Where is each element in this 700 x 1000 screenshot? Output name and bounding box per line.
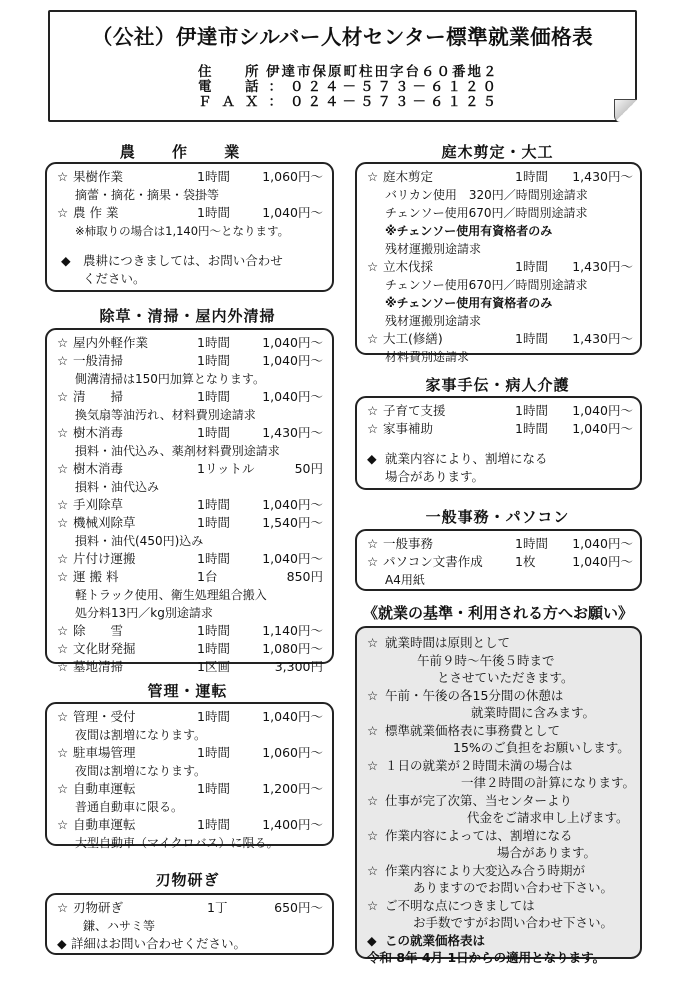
diamond-icon: ◆ [367, 451, 377, 466]
diamond-icon: ◆ [367, 932, 377, 948]
address-label: 住 所： [198, 64, 292, 80]
star-icon: ☆ [367, 722, 379, 738]
page-curl-decoration [614, 99, 637, 122]
teiboku-box [355, 162, 642, 364]
star-icon: ☆ [57, 335, 69, 350]
hamono-heading: 刃物研ぎ [155, 871, 220, 889]
star-icon: ☆ [57, 641, 69, 656]
teiboku-sub: チェンソー使用670円／時間別途請求 [385, 206, 588, 220]
star-icon: ☆ [57, 169, 69, 184]
kanri-heading: 管理・運転 [147, 682, 228, 700]
kanri-sub: 夜間は割増になります。 [75, 764, 207, 778]
star-icon: ☆ [57, 659, 69, 674]
weed-sub: 損料・油代込み [75, 480, 160, 494]
weed-sub: 側溝清掃は150円加算となります。 [75, 372, 265, 386]
weed-sub: 損料・油代(450円)込み [75, 534, 204, 548]
agri-sub: 摘蕾・摘花・摘果・袋掛等 [75, 188, 220, 202]
star-icon: ☆ [57, 389, 69, 404]
weed-item: ☆ 一般清掃 1時間 1,040円～ [57, 353, 323, 368]
star-icon: ☆ [367, 403, 379, 418]
agri-item: ☆ 農 作 業 1時間 1,040円～ [57, 205, 323, 220]
hamono-box [45, 893, 334, 955]
weed-item: ☆ 墓地清掃 1区画 3,300円 [57, 659, 323, 674]
kanri-sub: 大型自動車（マイクロバス）に限る。 [75, 836, 279, 850]
header-box [48, 10, 637, 122]
jimu-item: ☆ パソコン文書作成 1枚 1,040円～ [367, 554, 633, 569]
rule-cont: 一律２時間の計算になります。 [461, 775, 636, 790]
hamono-item: ☆ 刃物研ぎ 1丁 650円～ [57, 900, 323, 915]
teiboku-heading: 庭木剪定・大工 [441, 143, 554, 161]
jimu-item: ☆ 一般事務 1時間 1,040円～ [367, 536, 633, 551]
star-icon: ☆ [57, 709, 69, 724]
teiboku-sub: ※チェンソー使用有資格者のみ [385, 224, 553, 238]
rule-item: ☆ 就業時間は原則として [367, 635, 511, 650]
kanri-item: ☆ 駐車場管理 1時間 1,060円～ [57, 745, 323, 760]
weed-item: ☆ 樹木消毒 1リットル 50円 [57, 461, 323, 476]
kanri-box [45, 702, 334, 850]
diamond-icon: ◆ [61, 253, 71, 268]
kanri-item: ☆ 管理・受付 1時間 1,040円～ [57, 709, 323, 724]
weed-sub: 軽トラック使用、衛生処理組合搬入 [75, 588, 267, 602]
final-note: ◆ この就業価格表は [367, 932, 486, 948]
teiboku-sub: 材料費別途請求 [385, 350, 470, 364]
rule-item: ☆ 作業内容によっては、割増になる [367, 827, 573, 843]
star-icon: ☆ [57, 900, 69, 915]
teiboku-sub: 残材運搬別途請求 [385, 242, 482, 256]
jimu-box [355, 529, 642, 591]
kanri-item: ☆ 自動車運転 1時間 1,400円～ [57, 817, 323, 832]
agri-box [45, 162, 334, 292]
kanri-sub: 夜間は割増になります。 [75, 728, 207, 742]
star-icon: ☆ [57, 425, 69, 440]
final-note-cont: 令和 8年 4月 1日からの適用となります。 [367, 950, 606, 965]
star-icon: ☆ [57, 551, 69, 566]
kaji-note-cont: 場合があります。 [385, 469, 485, 484]
star-icon: ☆ [57, 781, 69, 796]
hamono-note: ◆ 詳細はお問い合わせください。 [57, 936, 247, 951]
weed-sub: 処分料13円／kg別途請求 [75, 606, 213, 620]
agri-sub: ※柿取りの場合は1,140円～となります。 [75, 224, 290, 238]
address-value: 伊達市保原町柱田字台６０番地２ [266, 64, 499, 80]
tel-label: 電 話： [198, 79, 292, 95]
star-icon: ☆ [367, 757, 379, 773]
weed-item: ☆ 機械刈除草 1時間 1,540円～ [57, 515, 323, 530]
star-icon: ☆ [57, 569, 69, 584]
weed-item: ☆ 片付け運搬 1時間 1,040円～ [57, 551, 323, 566]
tel-value: ０２４－５７３－６１２０ [290, 79, 500, 95]
weed-item: ☆ 文化財発掘 1時間 1,080円～ [57, 641, 323, 656]
rule-cont: 就業時間に含みます。 [471, 705, 596, 720]
fax-label: ＦＡＸ： [198, 94, 292, 110]
jimu-sub: A4用紙 [385, 573, 425, 587]
diamond-icon: ◆ [57, 936, 67, 951]
star-icon: ☆ [367, 259, 379, 274]
star-icon: ☆ [57, 461, 69, 476]
star-icon: ☆ [57, 817, 69, 832]
contact-info [198, 65, 500, 110]
teiboku-item: ☆ 大工(修繕) 1時間 1,430円～ [367, 331, 633, 346]
agri-note-cont: ください。 [83, 271, 146, 286]
teiboku-sub: 残材運搬別途請求 [385, 314, 482, 328]
weed-item: ☆ 屋内外軽作業 1時間 1,040円～ [57, 335, 323, 350]
star-icon: ☆ [57, 745, 69, 760]
weed-item: ☆ 運 搬 料 1台 850円 [57, 569, 323, 584]
rule-item: ☆ 標準就業価格表に事務費として [367, 722, 561, 738]
star-icon: ☆ [57, 515, 69, 530]
rule-item: ☆ １日の就業が２時間未満の場合は [367, 757, 573, 773]
kaji-box [355, 396, 642, 490]
rule-item: ☆ 午前・午後の各15分間の休憩は [367, 687, 564, 703]
star-icon: ☆ [57, 353, 69, 368]
rule-item: ☆ 仕事が完了次第、当センターより [367, 792, 573, 808]
star-icon: ☆ [367, 862, 379, 878]
star-icon: ☆ [367, 331, 379, 346]
fax-value: ０２４－５７３－６１２５ [290, 94, 500, 110]
kanri-item: ☆ 自動車運転 1時間 1,200円～ [57, 781, 323, 796]
weed-sub: 損料・油代込み、薬剤材料費別途請求 [75, 444, 280, 458]
star-icon: ☆ [367, 827, 379, 843]
rule-cont: 代金をご請求申し上げます。 [467, 810, 629, 825]
agri-item: ☆ 果樹作業 1時間 1,060円～ [57, 169, 323, 184]
teiboku-item: ☆ 庭木剪定 1時間 1,430円～ [367, 169, 633, 184]
star-icon: ☆ [57, 205, 69, 220]
weed-sub: 換気扇等油汚れ、材料費別途請求 [75, 408, 256, 422]
kaji-item: ☆ 家事補助 1時間 1,040円～ [367, 421, 633, 436]
kaji-heading: 家事手伝・病人介護 [425, 376, 570, 394]
star-icon: ☆ [57, 623, 69, 638]
kaji-item: ☆ 子育て支援 1時間 1,040円～ [367, 403, 633, 418]
kijun-heading: 《就業の基準・利用される方へお願い》 [362, 604, 633, 622]
rule-cont: お手数ですがお問い合わせ下さい。 [413, 915, 614, 930]
star-icon: ☆ [367, 536, 379, 551]
star-icon: ☆ [57, 497, 69, 512]
agri-note: ◆ 農耕につきましては、お問い合わせ [57, 252, 324, 270]
rule-cont: 15%のご負担をお願いします。 [453, 740, 630, 755]
star-icon: ☆ [367, 554, 379, 569]
star-icon: ☆ [367, 897, 379, 913]
weed-item: ☆ 除 雪 1時間 1,140円～ [57, 623, 323, 638]
kaji-note: ◆ 就業内容により、割増になる [367, 451, 548, 466]
star-icon: ☆ [367, 792, 379, 808]
teiboku-item: ☆ 立木伐採 1時間 1,430円～ [367, 259, 633, 274]
page-title: （公社）伊達市シルバー人材センター標準就業価格表 [91, 25, 594, 49]
kijun-box [355, 626, 642, 965]
weed-box [45, 328, 334, 674]
rule-item: ☆ 作業内容により大変込み合う時期が [367, 862, 586, 878]
rule-item: ☆ ご不明な点につきましては [367, 897, 535, 913]
teiboku-sub: バリカン使用 320円／時間別途請求 [385, 188, 588, 202]
rule-cont: 場合があります。 [497, 845, 597, 860]
star-icon: ☆ [367, 169, 379, 184]
agri-heading: 農 作 業 [119, 143, 256, 161]
weed-item: ☆ 清 掃 1時間 1,040円～ [57, 389, 323, 404]
hamono-sub: 鎌、ハサミ等 [83, 919, 156, 933]
teiboku-sub: ※チェンソー使用有資格者のみ [385, 296, 553, 310]
weed-item: ☆ 手刈除草 1時間 1,040円～ [57, 497, 323, 512]
weed-heading: 除草・清掃・屋内外清掃 [99, 307, 276, 325]
star-icon: ☆ [367, 687, 379, 703]
weed-item: ☆ 樹木消毒 1時間 1,430円～ [57, 425, 323, 440]
rule-cont: 午前９時～午後５時まで [417, 652, 555, 668]
star-icon: ☆ [367, 421, 379, 436]
kanri-sub: 普通自動車に限る。 [75, 800, 184, 814]
rule-cont: とさせていただきます。 [437, 670, 574, 685]
star-icon: ☆ [367, 635, 379, 650]
jimu-heading: 一般事務・パソコン [425, 508, 570, 526]
rule-cont: ありますのでお問い合わせ下さい。 [413, 880, 614, 895]
teiboku-sub: チェンソー使用670円／時間別途請求 [385, 278, 588, 292]
